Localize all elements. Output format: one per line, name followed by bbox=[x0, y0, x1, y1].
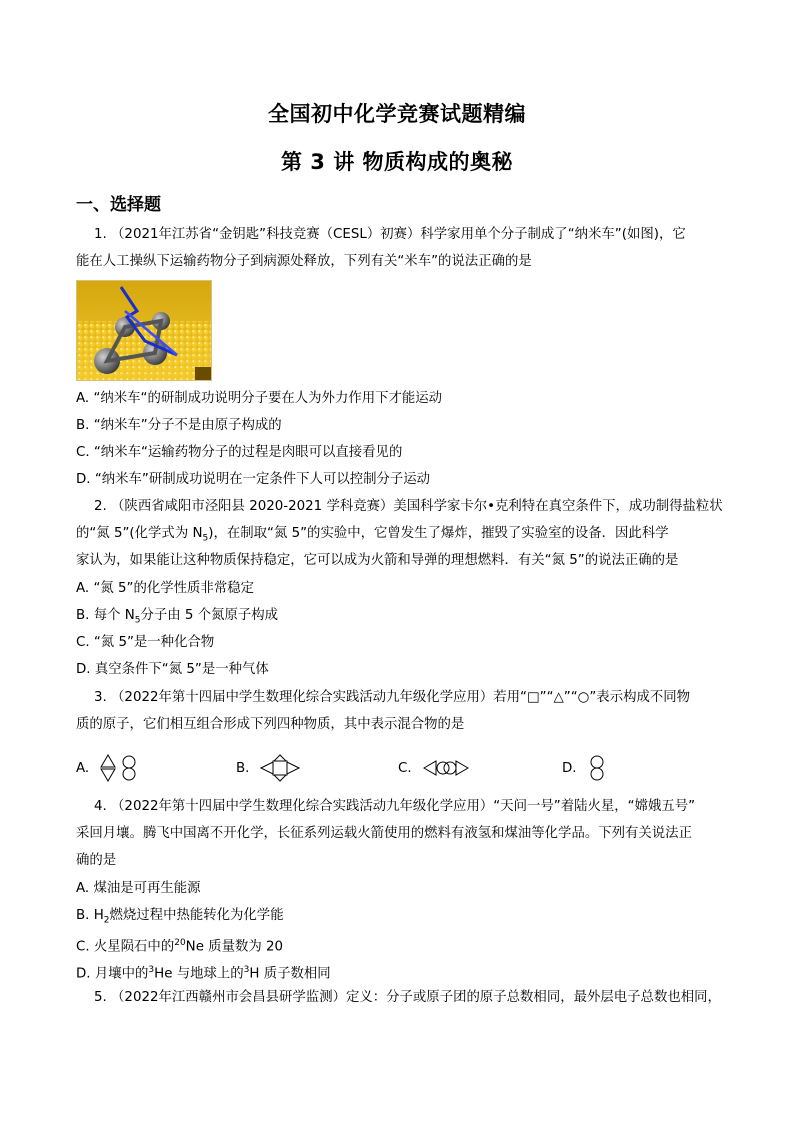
q3-choice-b-label: B. bbox=[236, 760, 250, 776]
q1-option-d: D. “纳米车”研制成功说明在一定条件下人可以控制分子运动 bbox=[76, 472, 431, 487]
q2-option-d: D. 真空条件下“氮 5”是一种气体 bbox=[76, 662, 269, 677]
q2-stem-line1: 2. （陕西省咸阳市泾阳县 2020-2021 学科竞赛）美国科学家卡尔•克利特在真空条件下，成功制得盐粒状 bbox=[94, 499, 723, 514]
q1-option-c: C. “纳米车“运输药物分子的过程是肉眼可以直接看见的 bbox=[76, 445, 403, 460]
q4-option-a: A. 煤油是可再生能源 bbox=[76, 881, 201, 896]
q4-option-d: D. 月壤中的$^3$He 与地球上的$^3$H 质子数相同 bbox=[76, 965, 331, 982]
square-triangle-molecule-icon bbox=[259, 754, 303, 782]
q3-choice-c-label: C. bbox=[398, 760, 412, 776]
q1-option-b: B. “纳米车”分子不是由原子构成的 bbox=[76, 418, 282, 433]
q3-choice-b bbox=[236, 754, 303, 782]
page-title: 全国初中化学竞赛试题精编 bbox=[268, 102, 526, 126]
q3-stem-line2: 质的原子，它们相互组合形成下列四种物质，其中表示混合物的是 bbox=[76, 717, 465, 732]
q3-choice-c bbox=[398, 754, 470, 782]
q5-stem-line1: 5. （2022年江西赣州市会昌县研学监测）定义：分子或原子团的原子总数相同，最外层电子总数也相同， bbox=[94, 990, 721, 1005]
q2-stem-line3: 家认为，如果能让这种物质保持稳定，它可以成为火箭和导弹的理想燃料．有关“氮 5”的说法正确的是 bbox=[76, 553, 679, 568]
q1-stem-line2: 能在人工操纵下运输药物分子到病源处释放，下列有关“米车”的说法正确的是 bbox=[76, 254, 532, 269]
q3-choice-a bbox=[76, 754, 139, 782]
triangle-circle-molecule-icon bbox=[99, 754, 139, 782]
q2-option-a: A. “氮 5”的化学性质非常稳定 bbox=[76, 581, 254, 596]
nanocar-image bbox=[76, 280, 212, 381]
q2-stem-line2: 的“氮 5”(化学式为 $N_5$)，在制取“氮 5”的实验中，它曾发生了爆炸，摧毁了实验室的设备．因此科学 bbox=[76, 526, 669, 544]
q3-stem-line1: 3. （2022年第十四届中学生数理化综合实践活动九年级化学应用）若用“□”“△”“○”表示构成不同物 bbox=[94, 690, 691, 705]
q1-stem-line1: 1. （2021年江苏省“金钥匙”科技竞赛（CESL）初赛）科学家用单个分子制成了“纳米车”(如图)，它 bbox=[94, 227, 686, 242]
q4-stem-line3: 确的是 bbox=[76, 853, 117, 868]
q2-option-b: B. 每个 $N_5$分子由 5 个氮原子构成 bbox=[76, 608, 279, 626]
nanocar-illustration bbox=[77, 281, 211, 380]
double-circle-molecule-icon bbox=[587, 754, 607, 782]
q4-option-b: B. $H_2$燃烧过程中热能转化为化学能 bbox=[76, 908, 284, 926]
q3-choice-d bbox=[562, 754, 607, 782]
q4-stem-line2: 采回月壤。腾飞中国离不开化学，长征系列运载火箭使用的燃料有液氢和煤油等化学品。下列有关说法正 bbox=[76, 826, 692, 841]
lecture-subtitle: 第 3 讲 物质构成的奥秘 bbox=[280, 150, 514, 174]
q3-choice-d-label: D. bbox=[562, 760, 577, 776]
q4-option-c: C. 火星陨石中的$^{20}$Ne 质量数为 20 bbox=[76, 938, 284, 955]
q3-choice-a-label: A. bbox=[76, 760, 90, 776]
section-heading: 一、选择题 bbox=[76, 195, 161, 215]
q1-option-a: A. “纳米车“的研制成功说明分子要在人为外力作用下才能运动 bbox=[76, 391, 443, 406]
q2-option-c: C. “氮 5”是一种化合物 bbox=[76, 635, 215, 650]
q4-stem-line1: 4. （2022年第十四届中学生数理化综合实践活动九年级化学应用）“天问一号”着陆火星，“嫦娥五号” bbox=[94, 799, 696, 814]
triangle-circle-chain-icon bbox=[422, 754, 470, 782]
